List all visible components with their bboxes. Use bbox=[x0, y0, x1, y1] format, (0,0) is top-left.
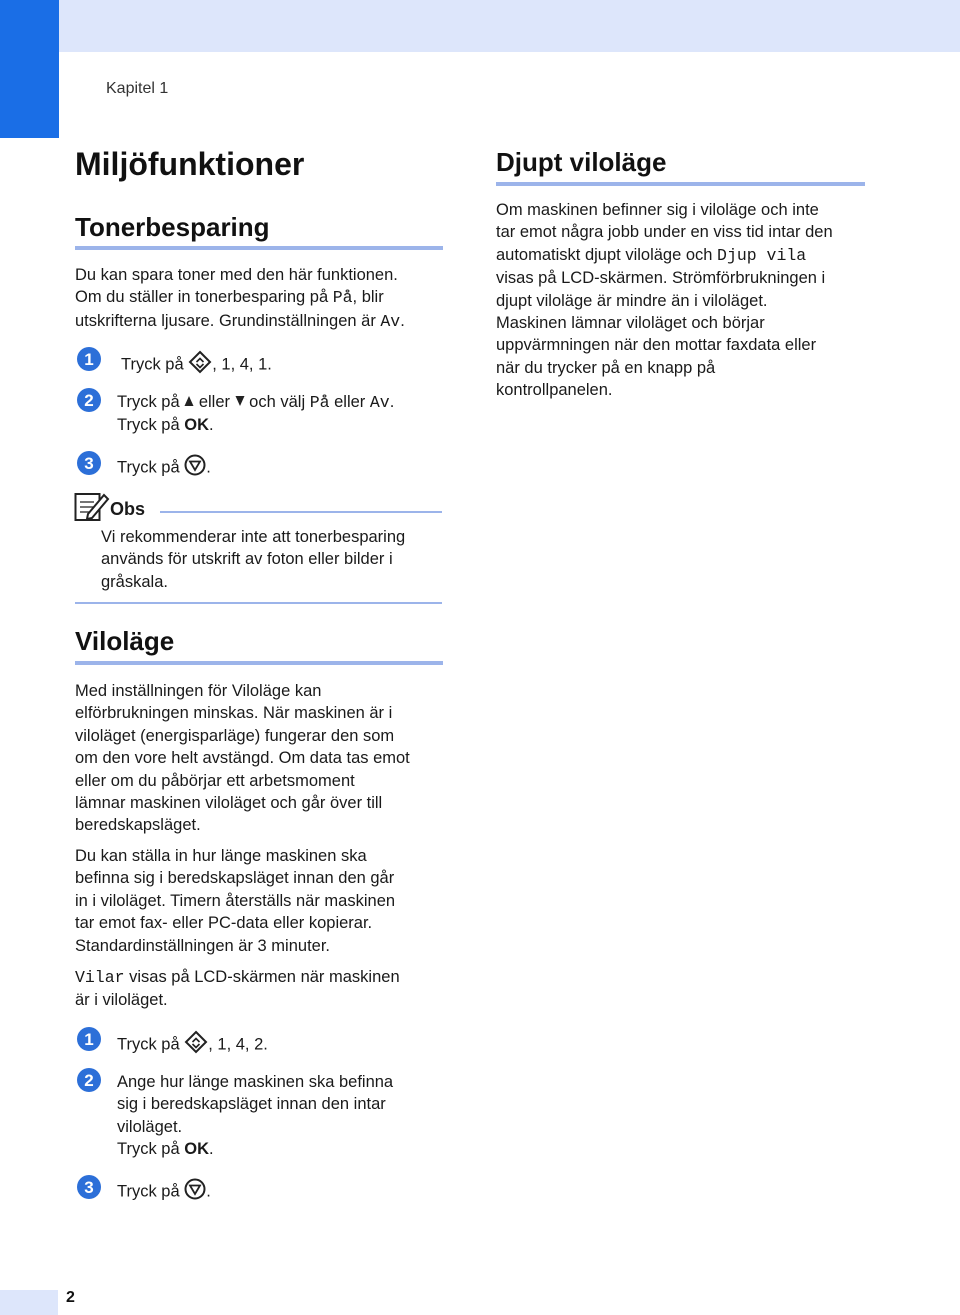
down-arrow-icon bbox=[235, 391, 245, 413]
section-rule bbox=[75, 246, 443, 250]
text-line: in i viloläget. Timern återställs när maskinen bbox=[75, 891, 396, 910]
toner-step1 bbox=[121, 350, 272, 380]
sleep-paragraph-1 bbox=[75, 680, 455, 837]
text-line: eller om du påbörjar ett arbetsmoment bbox=[75, 771, 355, 790]
note-rule-top bbox=[160, 511, 442, 513]
text-line: är i viloläget. bbox=[75, 991, 168, 1010]
toner-step3 bbox=[117, 454, 211, 482]
text: . bbox=[400, 311, 405, 330]
chapter-label: Kapitel 1 bbox=[106, 80, 169, 97]
stop-exit-key-icon bbox=[184, 1178, 206, 1206]
up-arrow-icon bbox=[184, 391, 194, 413]
note-pencil-icon bbox=[74, 490, 110, 529]
note-rule-bottom bbox=[75, 602, 442, 604]
step-number: 2 bbox=[77, 1068, 101, 1092]
section-heading-djupt-vilolage: Djupt viloläge bbox=[496, 147, 667, 177]
text: och välj bbox=[244, 393, 310, 411]
text-line: beredskapsläget. bbox=[75, 816, 201, 835]
text: . bbox=[206, 1182, 211, 1201]
menu-key-icon bbox=[188, 350, 212, 380]
header-band bbox=[0, 0, 960, 52]
lcd-value: Vilar bbox=[75, 968, 125, 987]
toner-intro-line2 bbox=[75, 286, 455, 309]
text: , blir bbox=[352, 288, 384, 307]
sleep-paragraph-2 bbox=[75, 845, 455, 957]
text-line bbox=[75, 966, 455, 989]
note-line: Vi rekommenderar inte att tonerbesparing bbox=[101, 528, 406, 546]
text-line: viloläget. bbox=[117, 1117, 183, 1136]
step-number: 3 bbox=[77, 451, 101, 475]
text: Tryck på bbox=[117, 1182, 185, 1201]
text: Tryck på bbox=[117, 416, 185, 435]
toner-intro-line3 bbox=[75, 310, 455, 333]
text-line: djupt viloläge är mindre än i viloläget. bbox=[496, 291, 768, 310]
text-line: sig i beredskapsläget innan den intar bbox=[117, 1095, 386, 1114]
page-number-band bbox=[0, 1290, 58, 1315]
text-line: tar emot fax- eller PC-data eller kopierar. bbox=[75, 914, 373, 933]
text: visas på LCD-skärmen när maskinen bbox=[124, 968, 400, 986]
text: automatiskt djupt viloläge och bbox=[496, 245, 718, 264]
text: , 1, 4, 2. bbox=[208, 1035, 268, 1054]
text: Tryck på bbox=[117, 458, 185, 477]
text: , 1, 4, 1. bbox=[212, 355, 272, 374]
text: Tryck på bbox=[121, 355, 189, 374]
text: Tryck på bbox=[117, 1140, 185, 1159]
text: eller bbox=[194, 393, 235, 411]
menu-key-icon bbox=[184, 1030, 208, 1060]
sleep-step2 bbox=[117, 1071, 457, 1161]
text-line: när du trycker på en knapp på bbox=[496, 358, 716, 377]
text-line: om den vore helt avstängd. Om data tas emot bbox=[75, 749, 410, 768]
text-line: viloläget (energisparläge) fungerar den som bbox=[75, 726, 395, 745]
stop-exit-key-icon bbox=[184, 454, 206, 482]
text-line: befinna sig i beredskapsläget innan den går bbox=[75, 869, 395, 888]
lcd-value: Av bbox=[380, 311, 401, 331]
ok-key-label: OK bbox=[184, 416, 209, 435]
text: . bbox=[389, 393, 395, 411]
toner-step2-line2 bbox=[117, 414, 394, 436]
text-line bbox=[117, 1138, 457, 1160]
text-line: Maskinen lämnar viloläget och börjar bbox=[496, 314, 765, 333]
step-number: 3 bbox=[77, 1175, 101, 1199]
page-title: Miljöfunktioner bbox=[75, 146, 305, 182]
chapter-tab bbox=[0, 0, 59, 138]
toner-intro-line1: Du kan spara toner med den här funktionen. bbox=[75, 266, 398, 284]
text-line: lämnar maskinen viloläget och går över till bbox=[75, 794, 383, 813]
section-rule bbox=[496, 182, 865, 186]
text: Om du ställer in tonerbesparing på bbox=[75, 288, 333, 307]
text-line: Du kan ställa in hur länge maskinen ska bbox=[75, 847, 367, 865]
step-number: 1 bbox=[77, 1027, 101, 1051]
section-rule bbox=[75, 661, 443, 665]
note-title: Obs bbox=[110, 499, 146, 519]
text: Tryck på bbox=[117, 1035, 185, 1054]
text-line: tar emot några jobb under en viss tid intar den bbox=[496, 223, 833, 242]
sleep-paragraph-3 bbox=[75, 966, 455, 1012]
text-line: Med inställningen för Viloläge kan bbox=[75, 682, 322, 700]
toner-step2 bbox=[117, 391, 394, 437]
lcd-value: På bbox=[332, 288, 353, 308]
step-number: 2 bbox=[77, 388, 101, 412]
text: . bbox=[206, 458, 211, 477]
deep-sleep-paragraph bbox=[496, 199, 896, 402]
note-line: används för utskrift av foton eller bilder i bbox=[101, 550, 393, 569]
text-line bbox=[496, 244, 896, 267]
sleep-step1 bbox=[117, 1030, 268, 1060]
text-line: kontrollpanelen. bbox=[496, 381, 613, 400]
sleep-step3 bbox=[117, 1178, 211, 1206]
section-heading-vilolage: Viloläge bbox=[75, 626, 175, 656]
toner-step2-line1 bbox=[117, 391, 394, 414]
step-number: 1 bbox=[77, 347, 101, 371]
text: Tryck på bbox=[117, 393, 185, 411]
note-body bbox=[101, 526, 451, 593]
text: utskrifterna ljusare. Grundinställningen är bbox=[75, 311, 381, 330]
section-heading-tonerbesparing: Tonerbesparing bbox=[75, 212, 270, 242]
ok-key-label: OK bbox=[184, 1140, 209, 1159]
text: . bbox=[208, 1140, 214, 1159]
lcd-value: Av bbox=[369, 393, 390, 412]
lcd-value: På bbox=[309, 393, 330, 412]
text-line: visas på LCD-skärmen. Strömförbrukningen i bbox=[496, 269, 826, 288]
text: . bbox=[208, 416, 214, 435]
text-line: Standardinställningen är 3 minuter. bbox=[75, 936, 330, 955]
lcd-value: Djup vila bbox=[717, 245, 807, 265]
page-number: 2 bbox=[66, 1289, 75, 1306]
note-line: gråskala. bbox=[101, 572, 168, 591]
text: eller bbox=[329, 393, 370, 411]
toner-intro bbox=[75, 264, 455, 333]
text-line: Ange hur länge maskinen ska befinna bbox=[117, 1073, 394, 1091]
text-line: uppvärmningen när den mottar faxdata eller bbox=[496, 336, 817, 355]
text-line: elförbrukningen minskas. När maskinen är i bbox=[75, 704, 393, 723]
text-line: Om maskinen befinner sig i viloläge och inte bbox=[496, 201, 819, 219]
